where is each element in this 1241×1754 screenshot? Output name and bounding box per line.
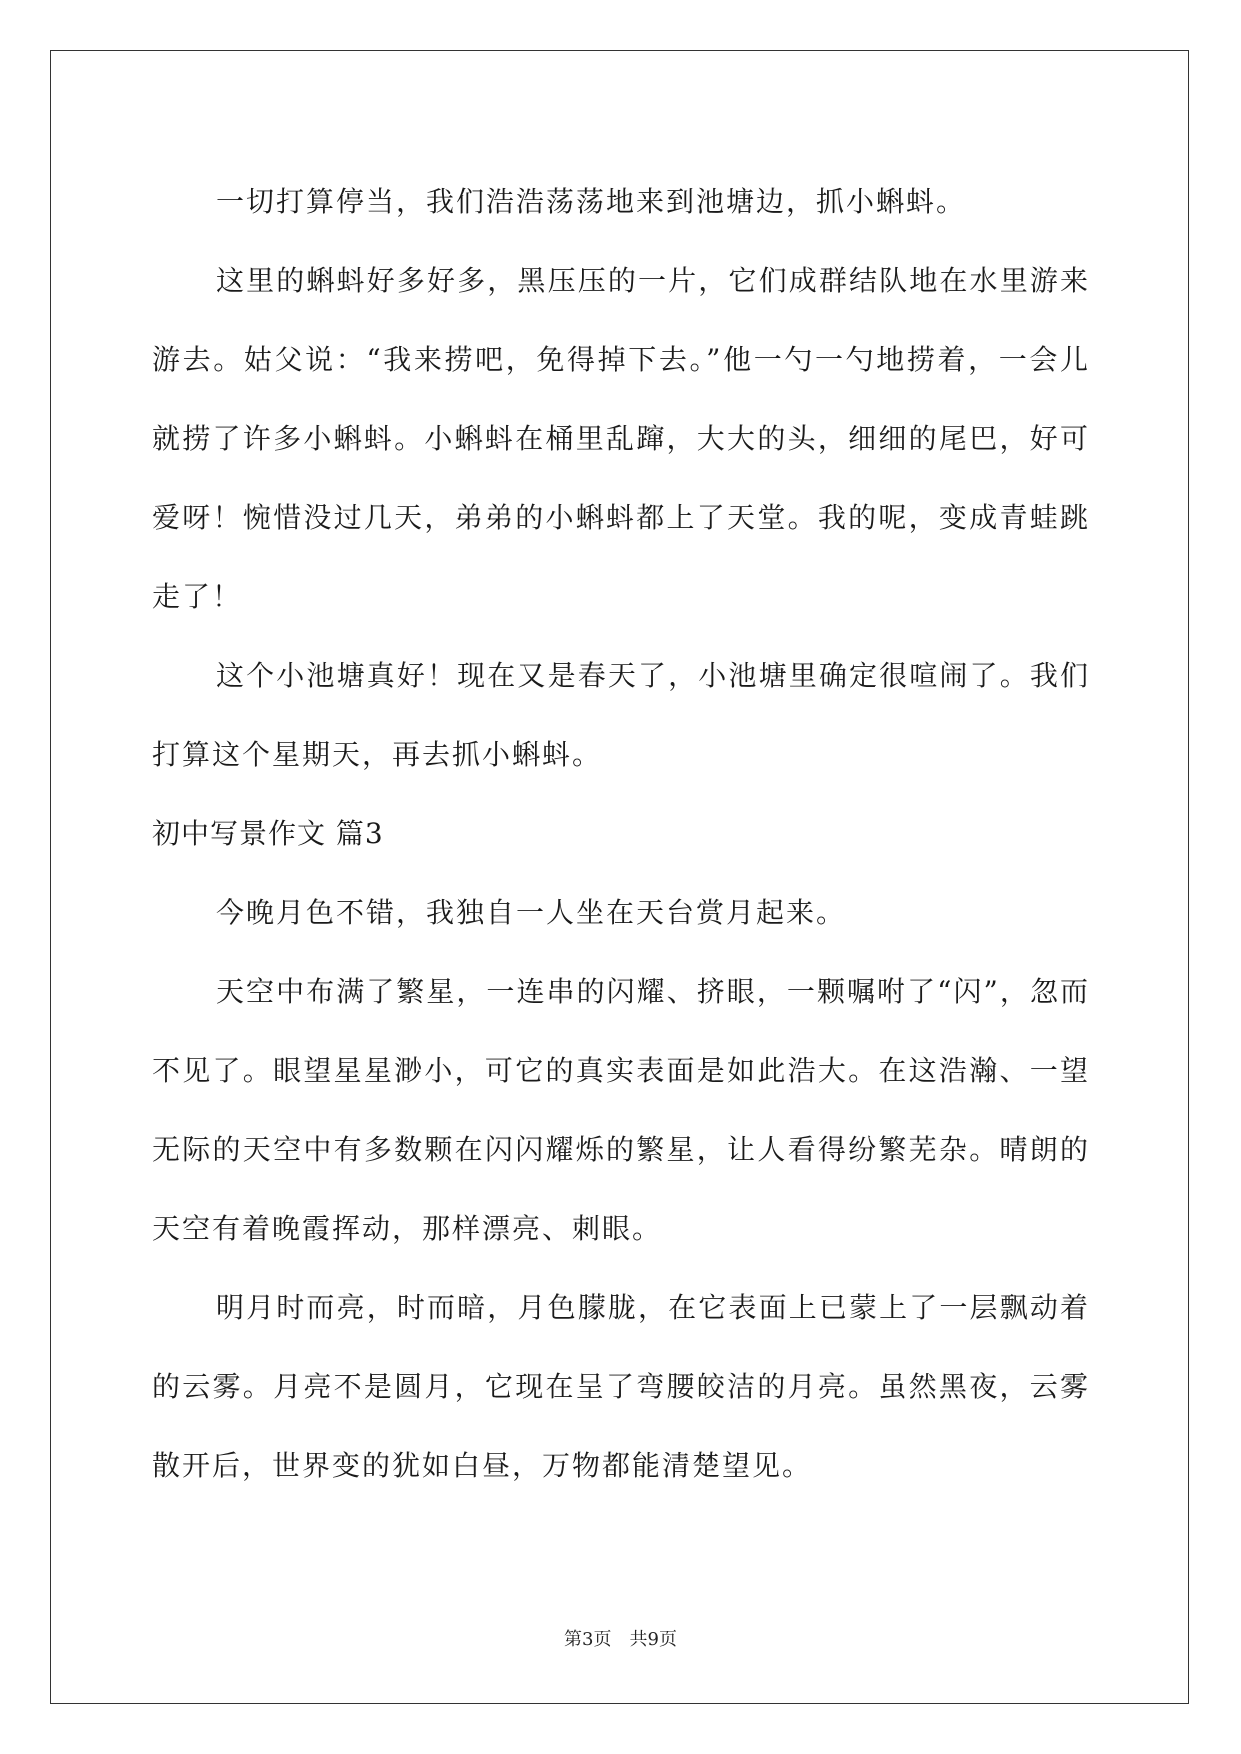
paragraph: 明月时而亮，时而暗，月色朦胧，在它表面上已蒙上了一层飘动着的云雾。月亮不是圆月，它现在呈了弯腰皎洁的月亮。虽然黑夜，云雾散开后，世界变的犹如白昼，万物都能清楚望见。 <box>152 1291 1090 1482</box>
page-number: 第3页 <box>564 1629 612 1650</box>
page-total: 共9页 <box>629 1629 677 1650</box>
paragraph: 一切打算停当，我们浩浩荡荡地来到池塘边，抓小蝌蚪。 <box>216 185 967 218</box>
document-body <box>152 162 1090 1505</box>
paragraph: 这里的蝌蚪好多好多，黑压压的一片，它们成群结队地在水里游来游去。姑父说：“我来捞吧，免得掉下去。”他一勺一勺地捞着，一会儿就捞了许多小蝌蚪。小蝌蚪在桶里乱蹿，大大的头，细细的尾巴，好可爱呀！惋惜没过几天，弟弟的小蝌蚪都上了天堂。我的呢，变成青蛙跳走了！ <box>152 264 1090 613</box>
section-heading: 初中写景作文 篇3 <box>152 817 384 850</box>
page-footer <box>0 1625 1241 1651</box>
paragraph: 天空中布满了繁星，一连串的闪耀、挤眼，一颗嘱咐了“闪”，忽而不见了。眼望星星渺小，可它的真实表面是如此浩大。在这浩瀚、一望无际的天空中有多数颗在闪闪耀烁的繁星，让人看得纷繁芜杂。晴朗的天空有着晚霞挥动，那样漂亮、刺眼。 <box>152 975 1090 1245</box>
paragraph: 今晚月色不错，我独自一人坐在天台赏月起来。 <box>216 896 847 929</box>
paragraph: 这个小池塘真好！现在又是春天了，小池塘里确定很喧闹了。我们打算这个星期天，再去抓小蝌蚪。 <box>152 659 1090 771</box>
